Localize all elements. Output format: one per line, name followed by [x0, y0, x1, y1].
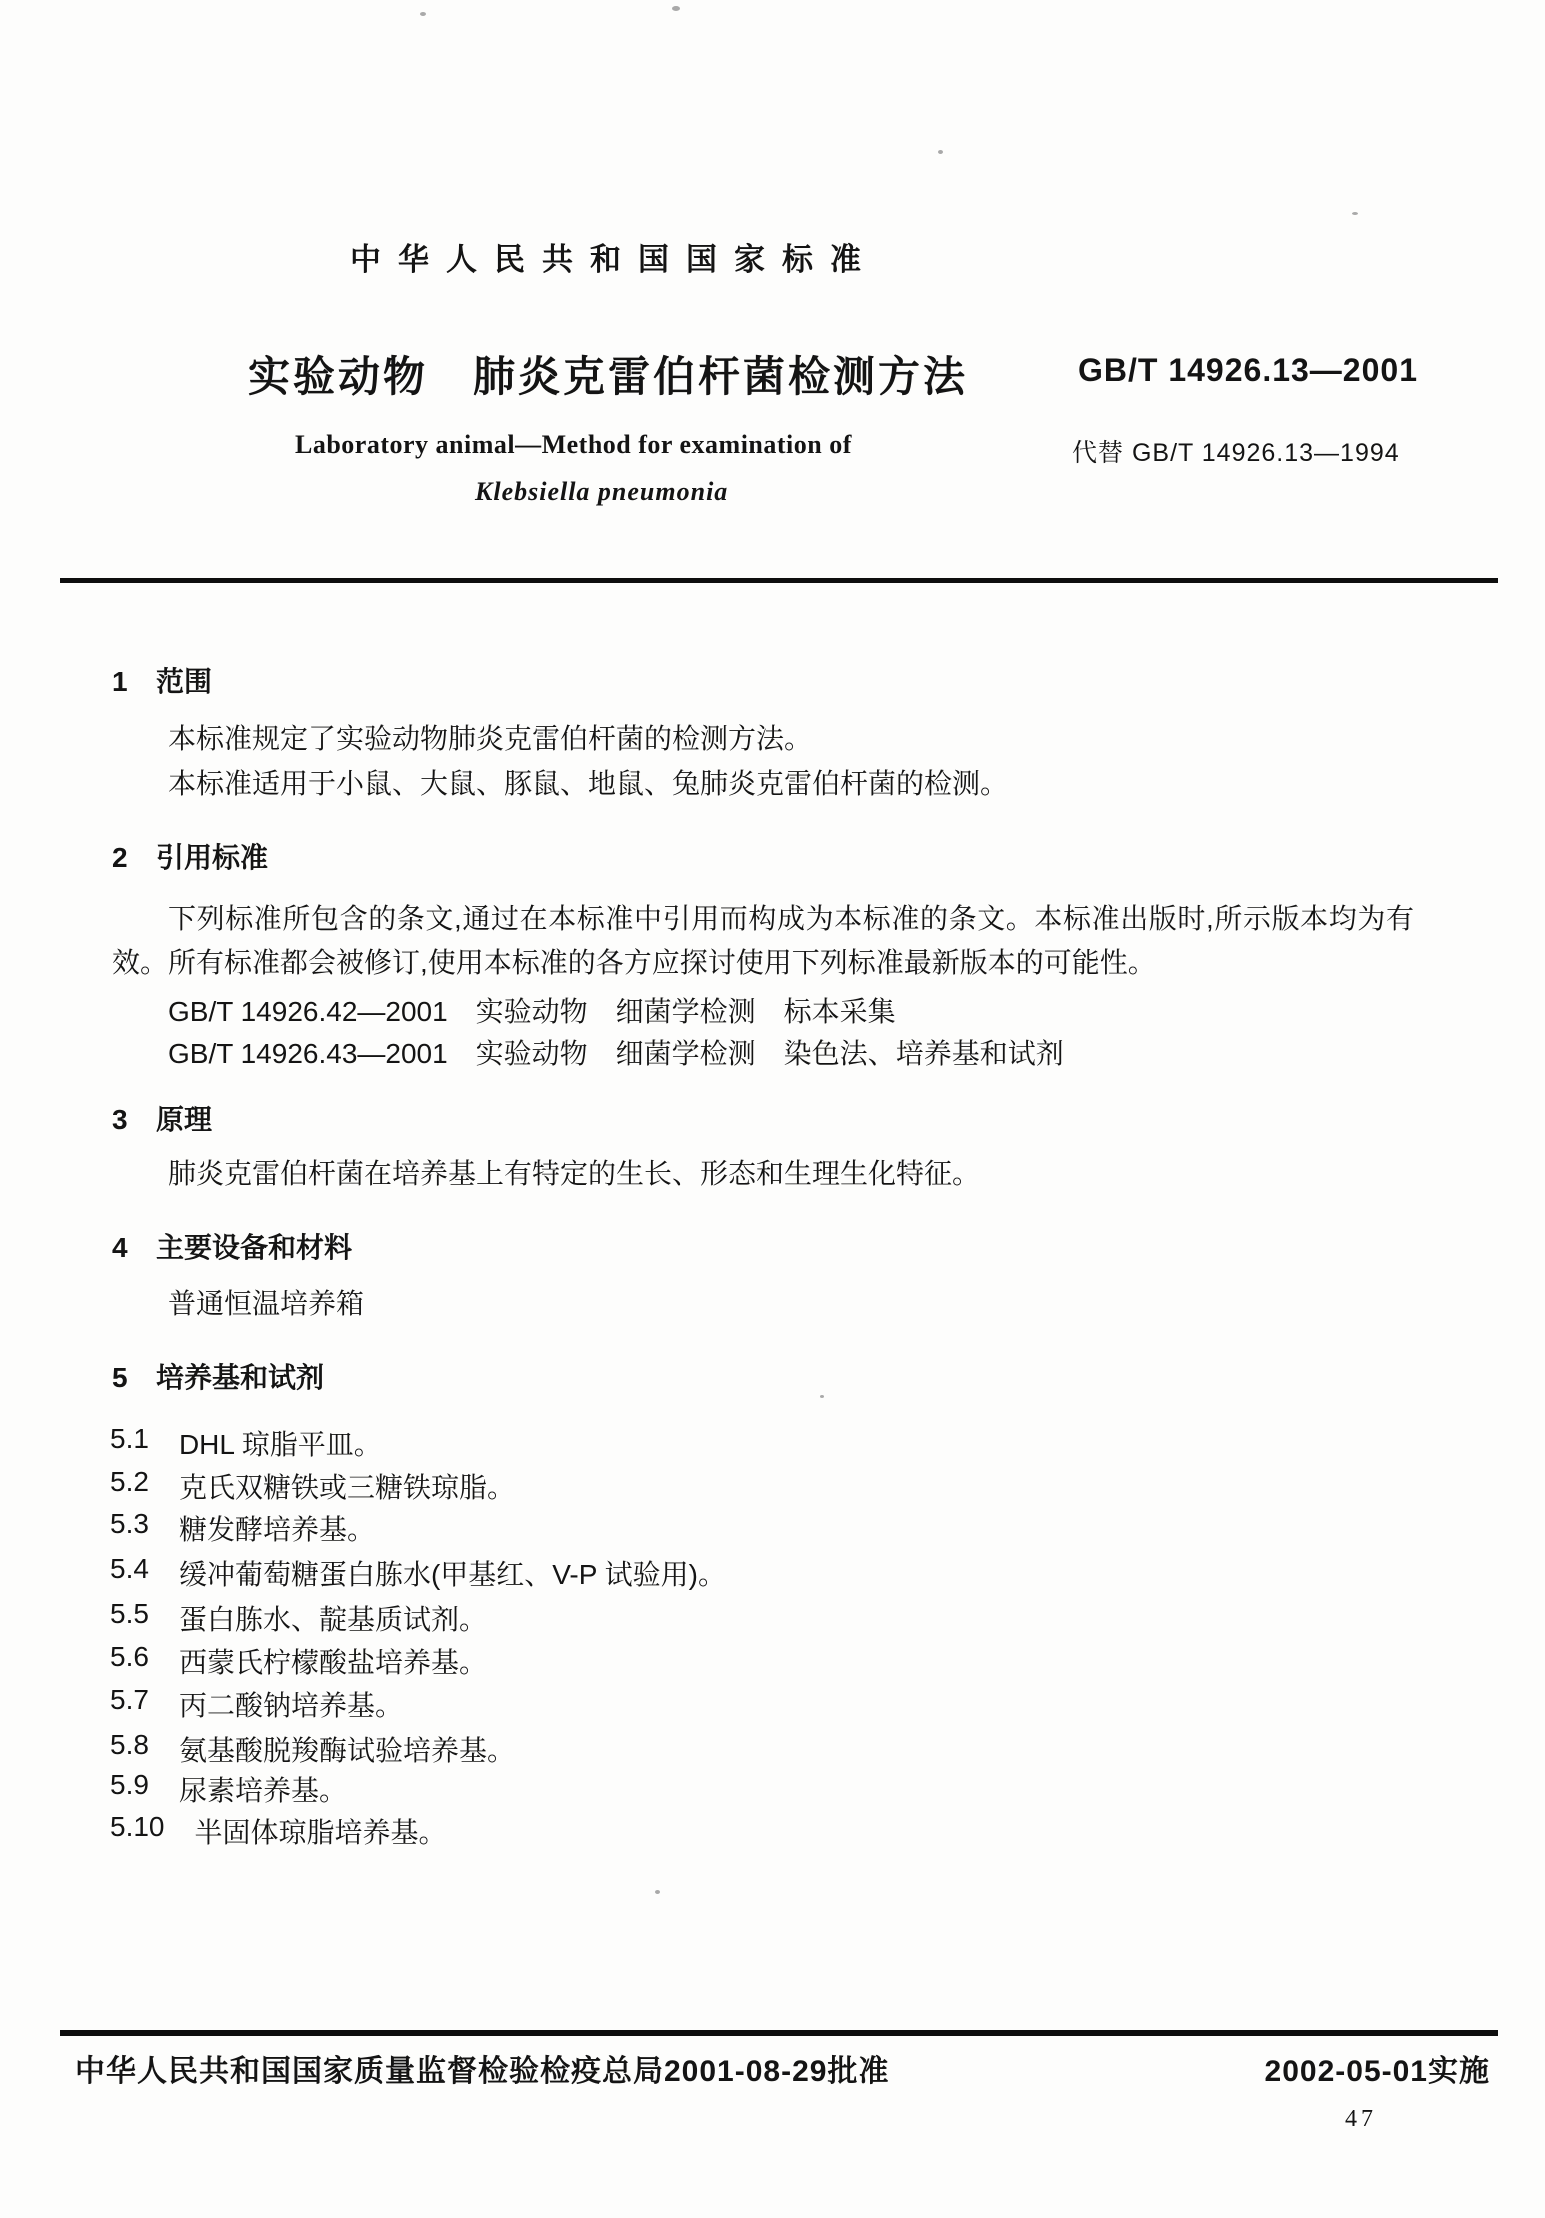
scan-speck: [820, 1395, 824, 1398]
item-number: 5.9: [110, 1769, 149, 1800]
item-text: 西蒙氏柠檬酸盐培养基。: [178, 1647, 487, 1678]
document-title-en-species: Klebsiella pneumonia: [475, 477, 729, 506]
list-item-5-1: [110, 1423, 382, 1463]
list-item-5-9: [110, 1769, 347, 1809]
list-item-5-8: [110, 1729, 515, 1769]
section-1-number: 1: [112, 666, 128, 697]
item-number: 5.2: [110, 1466, 149, 1497]
item-text: 缓冲葡萄糖蛋白胨水(甲基红、V-P 试验用)。: [178, 1559, 726, 1590]
national-standard-heading: 中华人民共和国国家标准: [350, 242, 878, 277]
section-4-paragraph: 普通恒温培养箱: [168, 1288, 365, 1319]
section-3-paragraph: 肺炎克雷伯杆菌在培养基上有特定的生长、形态和生理生化特征。: [168, 1158, 981, 1189]
supersedes-note: 代替 GB/T 14926.13—1994: [1072, 439, 1400, 467]
document-title-en: Laboratory animal—Method for examination of: [295, 430, 852, 459]
item-text: DHL 琼脂平皿。: [178, 1429, 382, 1460]
section-4-title: 主要设备和材料: [156, 1232, 353, 1263]
list-item-5-6: [110, 1641, 487, 1681]
scan-speck: [655, 1890, 660, 1894]
section-5-heading: [112, 1356, 324, 1396]
list-item-5-4: [110, 1553, 726, 1593]
page-number: 47: [1345, 2106, 1377, 2132]
section-4-number: 4: [112, 1232, 128, 1263]
scan-speck: [1352, 212, 1358, 215]
item-number: 5.7: [110, 1684, 149, 1715]
section-3-number: 3: [112, 1104, 128, 1135]
item-number: 5.8: [110, 1729, 149, 1760]
item-text: 尿素培养基。: [178, 1775, 347, 1806]
item-number: 5.5: [110, 1598, 149, 1629]
section-2-title: 引用标准: [156, 842, 269, 873]
header-divider-rule: [60, 578, 1498, 583]
list-item-5-7: [110, 1684, 403, 1724]
item-number: 5.1: [110, 1423, 149, 1454]
scan-speck: [938, 150, 943, 154]
item-number: 5.3: [110, 1508, 149, 1539]
item-text: 蛋白胨水、靛基质试剂。: [178, 1604, 487, 1635]
scan-speck: [672, 6, 680, 11]
scan-speck: [420, 12, 426, 16]
item-text: 克氏双糖铁或三糖铁琼脂。: [178, 1472, 515, 1503]
approval-note: 中华人民共和国国家质量监督检验检疫总局2001-08-29批准: [75, 2055, 890, 2088]
section-3-title: 原理: [156, 1104, 213, 1135]
section-1-title: 范围: [156, 666, 213, 697]
implementation-note: 2002-05-01实施: [1264, 2055, 1490, 2088]
list-item-5-5: [110, 1598, 487, 1638]
footer-divider-rule: [60, 2030, 1498, 2036]
list-item-5-2: [110, 1466, 515, 1506]
item-number: 5.10: [110, 1811, 165, 1842]
section-2-paragraph: 下列标准所包含的条文,通过在本标准中引用而构成为本标准的条文。本标准出版时,所示版本均为有效。所有标准都会被修订,使用本标准的各方应探讨使用下列标准最新版本的可能性。: [112, 903, 1414, 978]
section-1-paragraph: 本标准规定了实验动物肺炎克雷伯杆菌的检测方法。: [168, 723, 813, 754]
item-text: 糖发酵培养基。: [178, 1514, 375, 1545]
referenced-standard: GB/T 14926.43—2001 实验动物 细菌学检测 染色法、培养基和试剂: [168, 1038, 1064, 1069]
section-5-title: 培养基和试剂: [156, 1362, 325, 1393]
item-text: 氨基酸脱羧酶试验培养基。: [178, 1735, 515, 1766]
section-2-heading: [112, 836, 268, 876]
referenced-standard: GB/T 14926.42—2001 实验动物 细菌学检测 标本采集: [168, 996, 896, 1027]
document-title-zh: 实验动物 肺炎克雷伯杆菌检测方法: [248, 353, 969, 400]
list-item-5-3: [110, 1508, 375, 1548]
section-4-heading: [112, 1226, 352, 1266]
item-text: 半固体琼脂培养基。: [194, 1817, 447, 1848]
section-3-heading: [112, 1098, 212, 1138]
item-text: 丙二酸钠培养基。: [178, 1690, 403, 1721]
item-number: 5.4: [110, 1553, 149, 1584]
section-1-heading: [112, 660, 212, 700]
section-5-number: 5: [112, 1362, 128, 1393]
item-number: 5.6: [110, 1641, 149, 1672]
section-1-paragraph: 本标准适用于小鼠、大鼠、豚鼠、地鼠、兔肺炎克雷伯杆菌的检测。: [168, 768, 1009, 799]
standard-code: GB/T 14926.13—2001: [1078, 352, 1418, 388]
list-item-5-10: [110, 1811, 447, 1851]
section-2-number: 2: [112, 842, 128, 873]
